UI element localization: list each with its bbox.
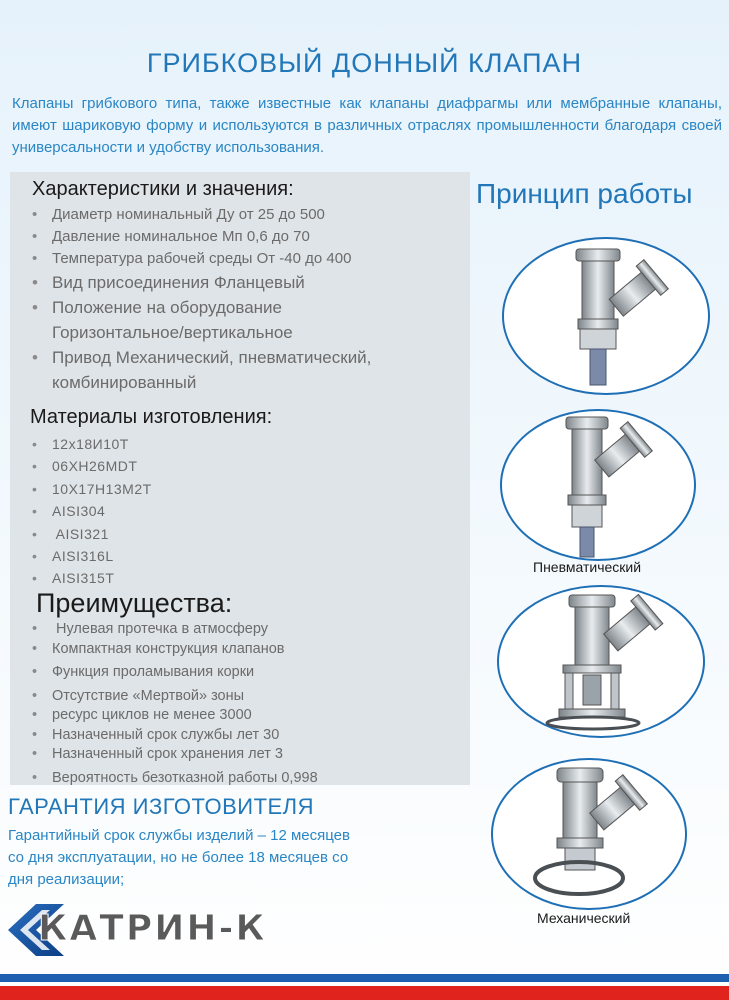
list-item: • AISI316L — [28, 545, 328, 567]
list-item: • Назначенный срок службы лет 30 — [28, 726, 448, 746]
warranty-text: Гарантийный срок службы изделий – 12 месяцев со дня эксплуатации, но не более 18 месяцев со дня реализации; — [8, 827, 350, 888]
characteristics-list — [28, 204, 448, 395]
list-item: • Привод Механический, пневматический, комбинированный — [28, 345, 438, 395]
list-item: • 06ХН26MDT — [28, 455, 328, 477]
advantages-list — [28, 620, 448, 788]
list-item: • Температура рабочей среды От -40 до 400 — [28, 248, 448, 270]
list-item: • ресурс циклов не менее 3000 — [28, 706, 448, 726]
principle-heading: Принцип работы — [476, 178, 693, 209]
footer-stripe-blue — [0, 974, 729, 982]
list-item: • 10Х17Н13М2Т — [28, 478, 328, 500]
materials-list — [28, 433, 328, 590]
caption-mechanical: Механический — [537, 910, 631, 926]
list-item: • Вероятность безотказной работы 0,998 — [28, 769, 448, 789]
list-item: • Положение на оборудование Горизонтальное/вертикальное — [28, 295, 338, 345]
footer-stripe-red — [0, 986, 729, 1000]
list-item: • Отсутствие «Мертвой» зоны — [28, 687, 448, 707]
intro-paragraph: Клапаны грибкового типа, также известные как клапаны диафрагмы или мембранные клапаны, имеют шариковую форму и используются в различных отраслях промышленности благодаря своей универсальности и удобству использования. — [12, 95, 722, 156]
valve-image-4 — [491, 758, 687, 910]
materials-heading: Материалы изготовления: — [30, 406, 273, 428]
company-logo — [6, 900, 306, 960]
valve-image-1 — [502, 237, 710, 395]
list-item: • Нулевая протечка в атмосферу — [28, 620, 448, 640]
list-item: • Давление номинальное Мп 0,6 до 70 — [28, 226, 448, 248]
list-item: • Вид присоединения Фланцевый — [28, 270, 448, 295]
advantages-heading: Преимущества: — [36, 588, 233, 618]
list-item: • Функция проламывания корки — [28, 663, 448, 683]
list-item: • AISI321 — [28, 523, 328, 545]
list-item: • Назначенный срок хранения лет 3 — [28, 745, 448, 765]
valve-image-2 — [500, 409, 696, 561]
logo-text: КАТРИН-К — [38, 908, 267, 949]
list-item: • Компактная конструкция клапанов — [28, 640, 448, 660]
valve-illustration — [499, 587, 703, 736]
caption-pneumatic: Пневматический — [533, 559, 642, 575]
valve-illustration — [502, 411, 694, 559]
list-item: • Диаметр номинальный Ду от 25 до 500 — [28, 204, 448, 226]
list-item: • AISI304 — [28, 500, 328, 522]
valve-image-3 — [497, 585, 705, 738]
list-item: • AISI315T — [28, 567, 328, 589]
page-title: ГРИБКОВЫЙ ДОННЫЙ КЛАПАН — [146, 48, 583, 78]
valve-illustration — [504, 239, 708, 393]
list-item: • 12х18И10Т — [28, 433, 328, 455]
valve-illustration — [493, 760, 685, 908]
warranty-title: ГАРАНТИЯ ИЗГОТОВИТЕЛЯ — [8, 794, 315, 819]
characteristics-heading: Характеристики и значения: — [32, 178, 294, 200]
